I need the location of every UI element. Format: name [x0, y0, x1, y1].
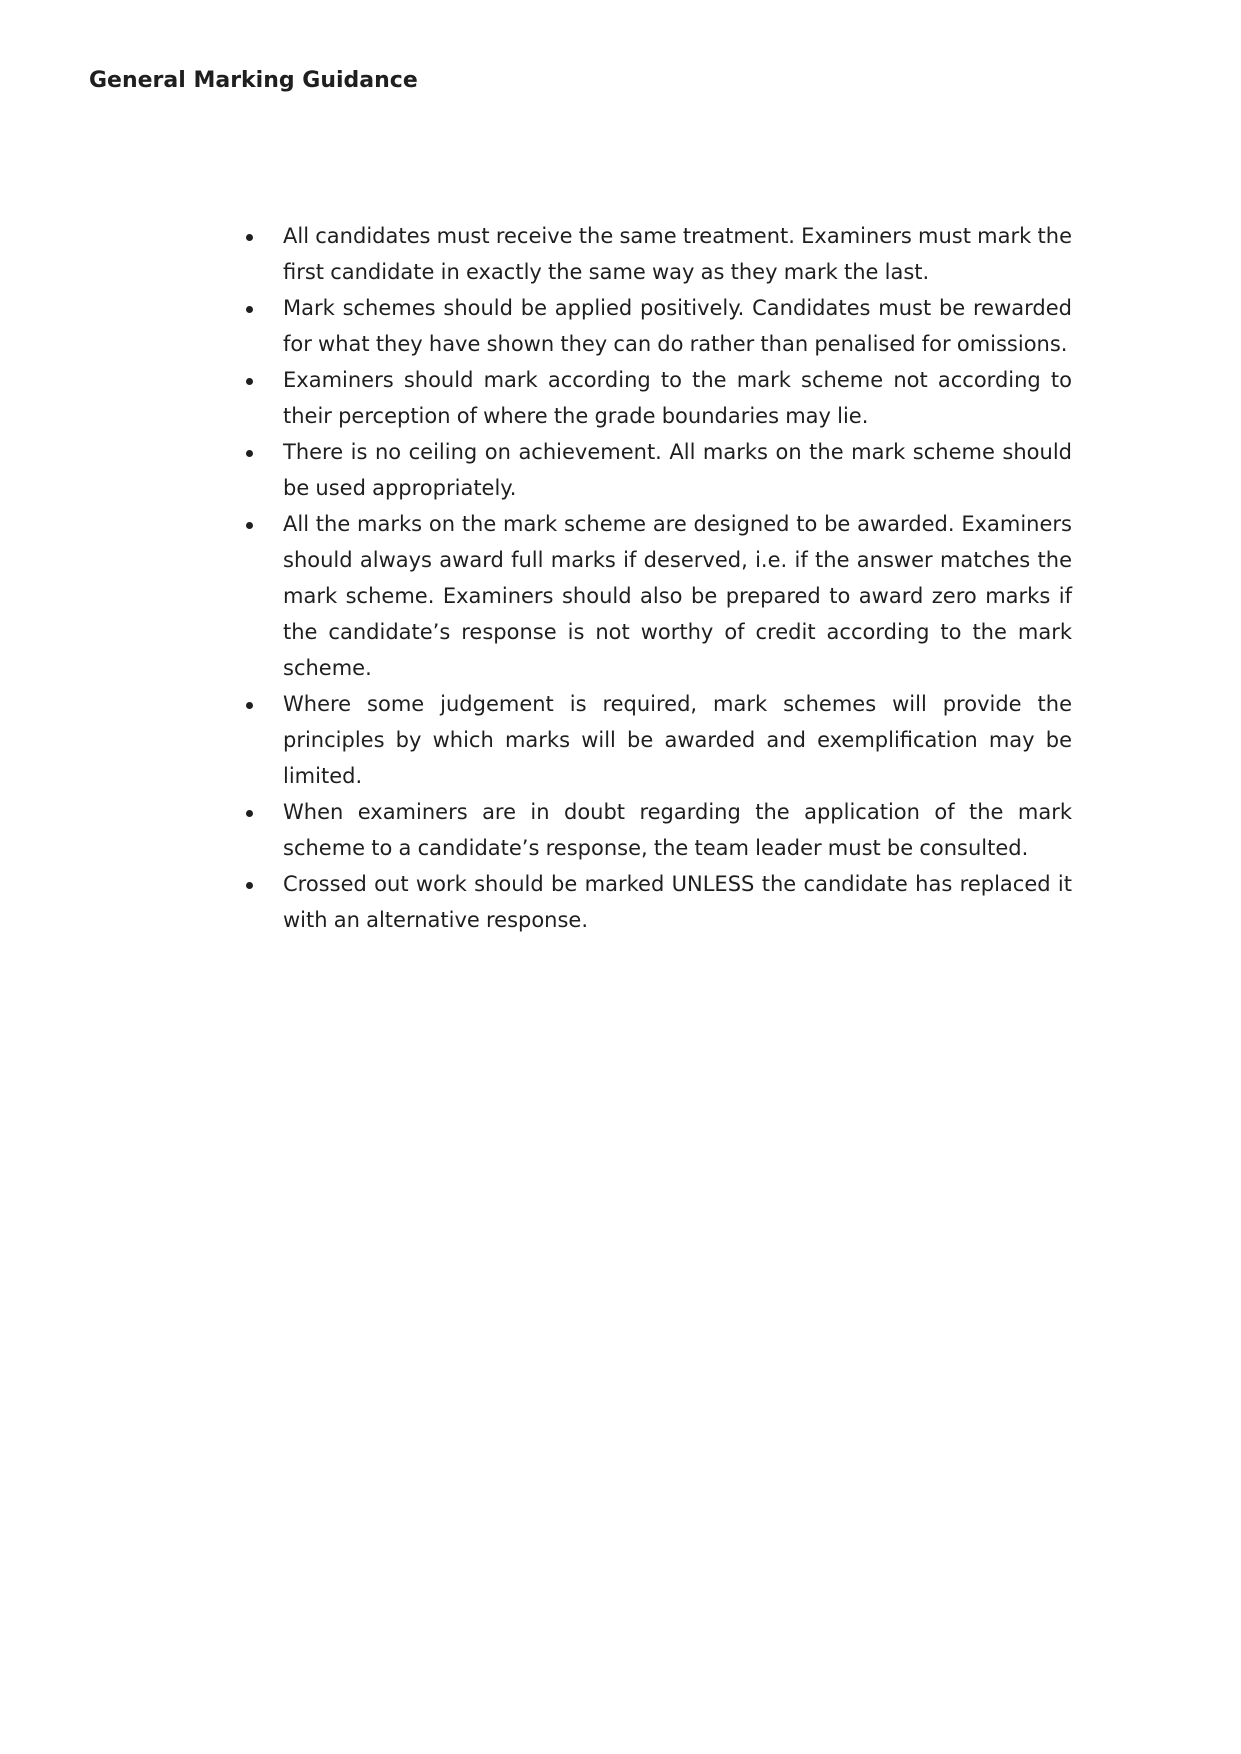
list-item — [242, 506, 1072, 686]
list-item-text: Where some judgement is required, mark schemes will provide the principles by which marks will be awarded and exemplification may be limited. — [283, 692, 1072, 788]
bullet-icon — [246, 450, 253, 457]
bullet-icon — [246, 306, 253, 313]
bullet-icon — [246, 810, 253, 817]
bullet-icon — [246, 234, 253, 241]
bullet-icon — [246, 882, 253, 889]
list-item-text: Mark schemes should be applied positively. Candidates must be rewarded for what they have shown they can do rather than penalised for omissions. — [283, 296, 1072, 356]
guidance-list — [242, 218, 1072, 938]
bullet-icon — [246, 522, 253, 529]
list-item — [242, 686, 1072, 794]
bullet-icon — [246, 378, 253, 385]
list-item-text: All candidates must receive the same treatment. Examiners must mark the first candidate in exactly the same way as they mark the last. — [283, 224, 1072, 284]
list-item-text: Examiners should mark according to the mark scheme not according to their perception of where the grade boundaries may lie. — [283, 368, 1072, 428]
list-item — [242, 434, 1072, 506]
list-item-text: There is no ceiling on achievement. All marks on the mark scheme should be used appropriately. — [283, 440, 1072, 500]
list-item-text: All the marks on the mark scheme are designed to be awarded. Examiners should always award full marks if deserved, i.e. if the answer matches the mark scheme. Examiners should also be prepared to award zero marks if the candidate’s response is not worthy of credit according to the mark scheme. — [283, 512, 1072, 680]
list-item-text: When examiners are in doubt regarding the application of the mark scheme to a candidate’s response, the team leader must be consulted. — [283, 800, 1072, 860]
list-item — [242, 794, 1072, 866]
list-item-text: Crossed out work should be marked UNLESS the candidate has replaced it with an alternative response. — [283, 872, 1072, 932]
list-item — [242, 218, 1072, 290]
list-item — [242, 866, 1072, 938]
list-item — [242, 290, 1072, 362]
list-item — [242, 362, 1072, 434]
page-title: General Marking Guidance — [89, 68, 418, 93]
bullet-icon — [246, 702, 253, 709]
